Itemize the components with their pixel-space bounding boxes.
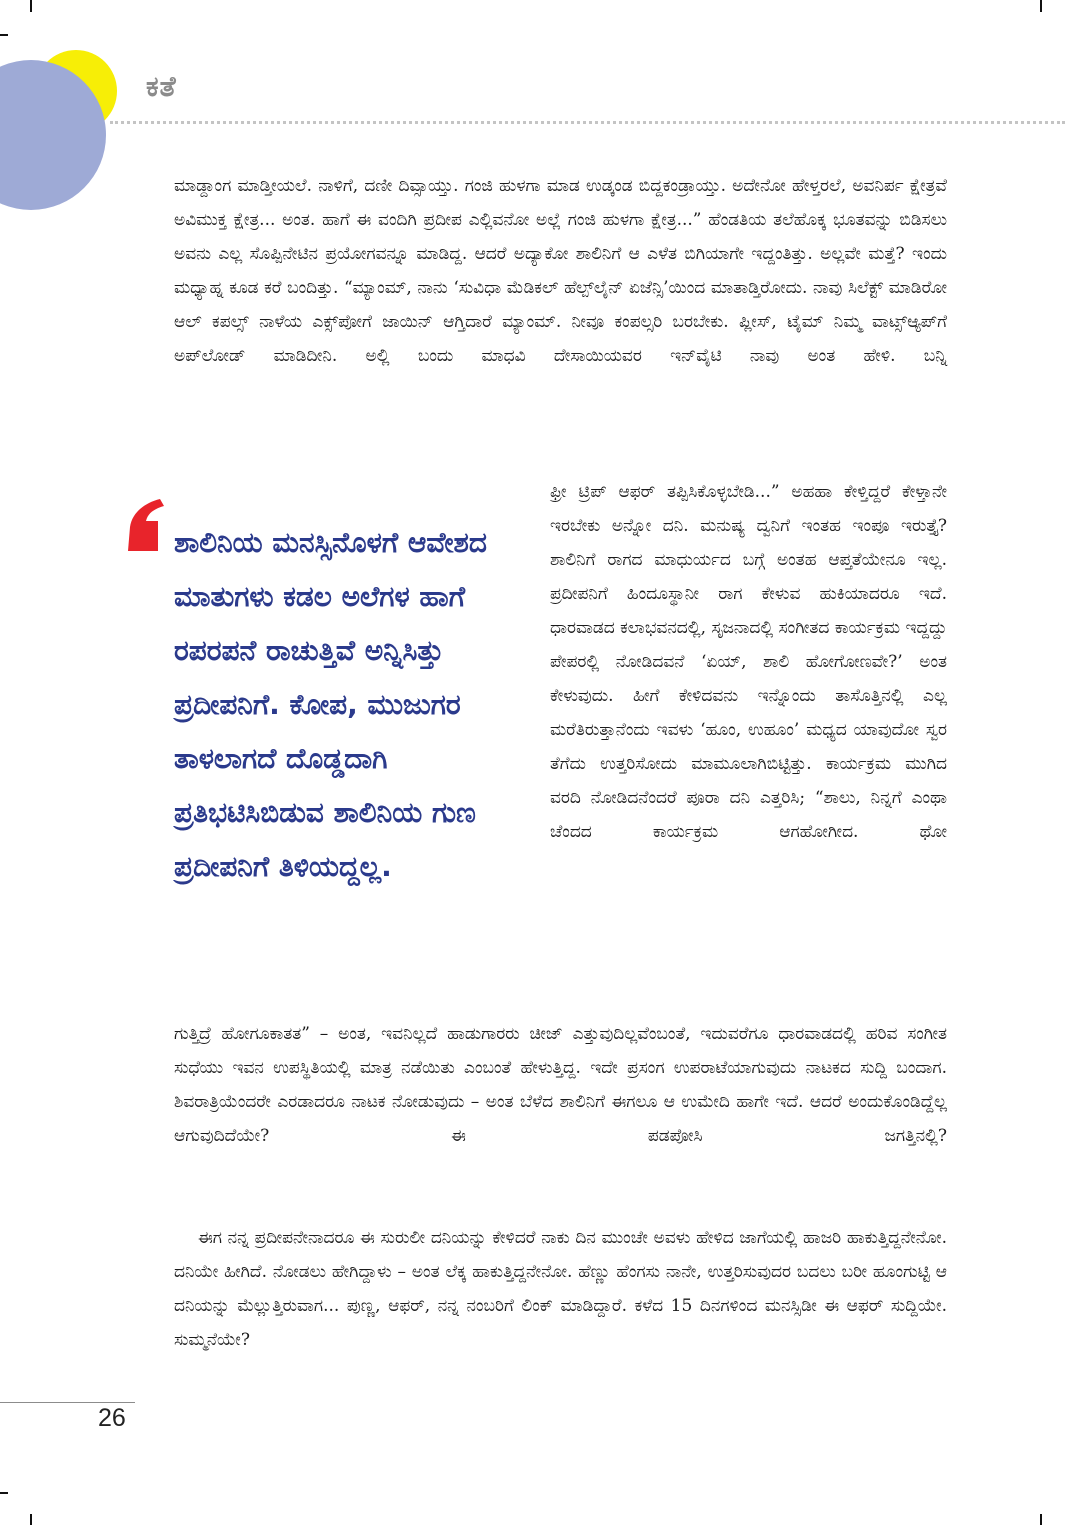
header-dotted-rule (110, 121, 1065, 124)
page-number: 26 (98, 1404, 126, 1432)
article-paragraph-4: ಈಗ ನನ್ನ ಪ್ರದೀಪನೇನಾದರೂ ಈ ಸುರುಲೀ ದನಿಯನ್ನು ಕೇಳಿದರೆ ನಾಕು ದಿನ ಮುಂಚೇ ಅವಳು ಹೇಳಿದ ಜಾಗೆಯಲ್ಲಿ ಹಾಜರಿ ಹಾಕುತ್ತಿದ್ದನೇನೋ. ದನಿಯೇ ಹೀಗಿದೆ. ನೋಡಲು ಹೇಗಿದ್ದಾಳು – ಅಂತ ಲೆಕ್ಕ ಹಾಕುತ್ತಿದ್ದನೇನೋ. ಹೆಣ್ಣು ಹೆಂಗಸು ನಾನೇ, ಉತ್ತರಿಸುವುದರ ಬದಲು ಬರೀ ಹೂಂಗುಟ್ಟಿ ಆ ದನಿಯನ್ನು ಮೆಲ್ಲುತ್ತಿರುವಾಗ... ಪುಣ್ಣ, ಆಫರ್, ನನ್ನ ನಂಬರಿಗೆ ಲಿಂಕ್ ಮಾಡಿದ್ದಾರೆ. ಕಳೆದ 15 ದಿನಗಳಿಂದ ಮನಸ್ಸಿಡೀ ಈ ಆಫರ್ ಸುದ್ದಿಯೇ. ಸುಮ್ಮನೆಯೇ? (174, 1228, 947, 1350)
crop-mark-left-lower (0, 1492, 8, 1494)
article-paragraph-3: ಗುತ್ತಿದ್ರೆ ಹೋಗೂಕಾತತ” – ಅಂತ, ಇವನಿಲ್ಲದೆ ಹಾಡುಗಾರರು ಚೀಜ್ ಎತ್ತುವುದಿಲ್ಲವೆಂಬಂತೆ, ಇದುವರೆಗೂ ಧಾರವಾಡದಲ್ಲಿ ಹರಿವ ಸಂಗೀತ ಸುಧೆಯು ಇವನ ಉಪಸ್ಥಿತಿಯಲ್ಲಿ ಮಾತ್ರ ನಡೆಯಿತು ಎಂಬಂತೆ ಹೇಳುತ್ತಿದ್ದ. ಇದೇ ಪ್ರಸಂಗ ಉಪರಾಟೆಯಾಗುವುದು ನಾಟಕದ ಸುದ್ದಿ ಬಂದಾಗ. ಶಿವರಾತ್ರಿಯೆಂದರೇ ಎರಡಾದರೂ ನಾಟಕ ನೋಡುವುದು – ಅಂತ ಬೆಳೆದ ಶಾಲಿನಿಗೆ ಈಗಲೂ ಆ ಉಮೇದಿ ಹಾಗೇ ಇದೆ. ಆದರೆ ಅಂದುಕೊಂಡಿದ್ದೆಲ್ಲ ಆಗುವುದಿದೆಯೇ? ಈ ಪಡಪೋಸಿ ಜಗತ್ತಿನಲ್ಲಿ? (174, 1024, 947, 1146)
crop-mark-top-right (1040, 0, 1042, 12)
article-paragraph-2: ಫ್ರೀ ಟ್ರಿಪ್ ಆಫರ್ ತಪ್ಪಿಸಿಕೊಳ್ಳಬೇಡಿ...” ಅಹಹಾ ಕೇಳ್ತಿದ್ದರೆ ಕೇಳ್ತಾನೇ ಇರಬೇಕು ಅನ್ನೋ ದನಿ. ಮನುಷ್ಯ ದ್ವನಿಗೆ ಇಂತಹ ಇಂಪೂ ಇರುತ್ತೈ? ಶಾಲಿನಿಗೆ ರಾಗದ ಮಾಧುರ್ಯದ ಬಗ್ಗೆ ಅಂತಹ ಆಪ್ತತೆಯೇನೂ ಇಲ್ಲ. ಪ್ರದೀಪನಿಗೆ ಹಿಂದೂಸ್ಥಾನೀ ರಾಗ ಕೇಳುವ ಹುಕಿಯಾದರೂ ಇದೆ. ಧಾರವಾಡದ ಕಲಾಭವನದಲ್ಲಿ, ಸೃಜನಾದಲ್ಲಿ ಸಂಗೀತದ ಕಾರ್ಯಕ್ರಮ ಇದ್ದದ್ದು ಪೇಪರಲ್ಲಿ ನೋಡಿದವನೆ ‘ಏಯ್, ಶಾಲಿ ಹೋಗೋಣವೇ?’ ಅಂತ ಕೇಳುವುದು. ಹೀಗೆ ಕೇಳಿದವನು ಇನ್ನೊಂದು ತಾಸೊತ್ತಿನಲ್ಲಿ ಎಲ್ಲ ಮರೆತಿರುತ್ತಾನೆಂದು ಇವಳು ‘ಹೂಂ, ಉಹೂಂ’ ಮಧ್ಯದ ಯಾವುದೋ ಸ್ವರ ತೆಗೆದು ಉತ್ತರಿಸೋದು ಮಾಮೂಲಾಗಿಬಿಟ್ಟಿತ್ತು. ಕಾರ್ಯಕ್ರಮ ಮುಗಿದ ವರದಿ ನೋಡಿದನೆಂದರೆ ಪೂರಾ ದನಿ ಎತ್ತರಿಸಿ; “ಶಾಲು, ನಿನ್ನಗೆ ಎಂಥಾ ಚೆಂದದ ಕಾರ್ಯಕ್ರಮ ಆಗಹೋಗೀದ. ಥೋ (550, 482, 947, 842)
crop-mark-bottom-right (1040, 1514, 1042, 1525)
crop-mark-bottom-left (30, 1514, 32, 1525)
crop-mark-top-left (30, 0, 32, 12)
section-label: ಕತೆ (146, 70, 177, 103)
article-paragraph-1: ಮಾಡ್ದಾಂಗ ಮಾಡ್ತೀಯಲೆ. ನಾಳಿಗೆ, ದಣೀ ದಿವ್ಸಾಯ್ತು. ಗಂಜಿ ಹುಳಗಾ ಮಾಡ ಉಡ್ಕಂಡ ಬಿದ್ದಕಂಡ್ರಾಯ್ತು. ಅದೇನೋ ಹೇಳ್ತರಲೆ, ಅವನಿರ್ಪ ಕ್ಷೇತ್ರವೆ ಅವಿಮುಕ್ತ ಕ್ಷೇತ್ರ... ಅಂತ. ಹಾಗೆ ಈ ವಂದಿಗಿ ಪ್ರದೀಪ ಎಲ್ಲಿವನೋ ಅಲ್ಲೆ ಗಂಜಿ ಹುಳಗಾ ಕ್ಷೇತ್ರ...” ಹೆಂಡತಿಯ ತಲೆಹೊಕ್ಕ ಭೂತವನ್ನು ಬಿಡಿಸಲು ಅವನು ಎಲ್ಲ ಸೊಪ್ಪಿನೇಟಿನ ಪ್ರಯೋಗವನ್ನೂ ಮಾಡಿದ್ದ. ಆದರೆ ಅದ್ಯಾಕೋ ಶಾಲಿನಿಗೆ ಆ ಎಳೆತ ಬಿಗಿಯಾಗೇ ಇದ್ದಂತಿತ್ತು. ಅಲ್ಲವೇ ಮತ್ತೆ? ಇಂದು ಮಧ್ಯಾಹ್ನ ಕೂಡ ಕರೆ ಬಂದಿತ್ತು. “ಮ್ಯಾಂಮ್, ನಾನು ‘ಸುವಿಧಾ ಮೆಡಿಕಲ್ ಹೆಲ್ಪ್‌ಲೈನ್ ಏಜೆನ್ಸಿ’ಯಿಂದ ಮಾತಾಡ್ತಿರೋದು. ನಾವು ಸಿಲೆಕ್ಟ್ ಮಾಡಿರೋ ಆಲ್ ಕಪಲ್ಸ್ ನಾಳೆಯ ಎಕ್ಸ್‌ಪೋಗೆ ಜಾಯಿನ್ ಆಗ್ತಿದಾರೆ ಮ್ಯಾಂಮ್. ನೀವೂ ಕಂಪಲ್ಸರಿ ಬರಬೇಕು. ಪ್ಲೀಸ್, ಟೈಮ್ ನಿಮ್ಮ ವಾಟ್ಸ್‌ಆ್ಯಪ್‌ಗೆ ಅಪ್‌ಲೋಡ್ ಮಾಡಿದೀನಿ. ಅಲ್ಲಿ ಬಂದು ಮಾಧವಿ ದೇಸಾಯಿಯವರ ಇನ್‌ವೈಟಿ ನಾವು ಅಂತ ಹೇಳಿ. ಬನ್ನಿ (174, 176, 947, 366)
crop-mark-left-upper (0, 34, 8, 36)
pull-quote: ಶಾಲಿನಿಯ ಮನಸ್ಸಿನೊಳಗೆ ಆವೇಶದ ಮಾತುಗಳು ಕಡಲ ಅಲೆಗಳ ಹಾಗೆ ರಪರಪನೆ ರಾಚುತ್ತಿವೆ ಅನ್ನಿಸಿತ್ತು ಪ್ರದೀಪನಿಗೆ. ಕೋಪ, ಮುಜುಗರ ತಾಳಲಾಗದೆ ದೊಡ್ಡದಾಗಿ ಪ್ರತಿಭಟಿಸಿಬಿಡುವ ಶಾಲಿನಿಯ ಗುಣ ಪ್ರದೀಪನಿಗೆ ತಿಳಿಯದ್ದಲ್ಲ. (174, 526, 487, 883)
quote-mark-icon (124, 497, 166, 553)
footer-rule (0, 1402, 135, 1403)
